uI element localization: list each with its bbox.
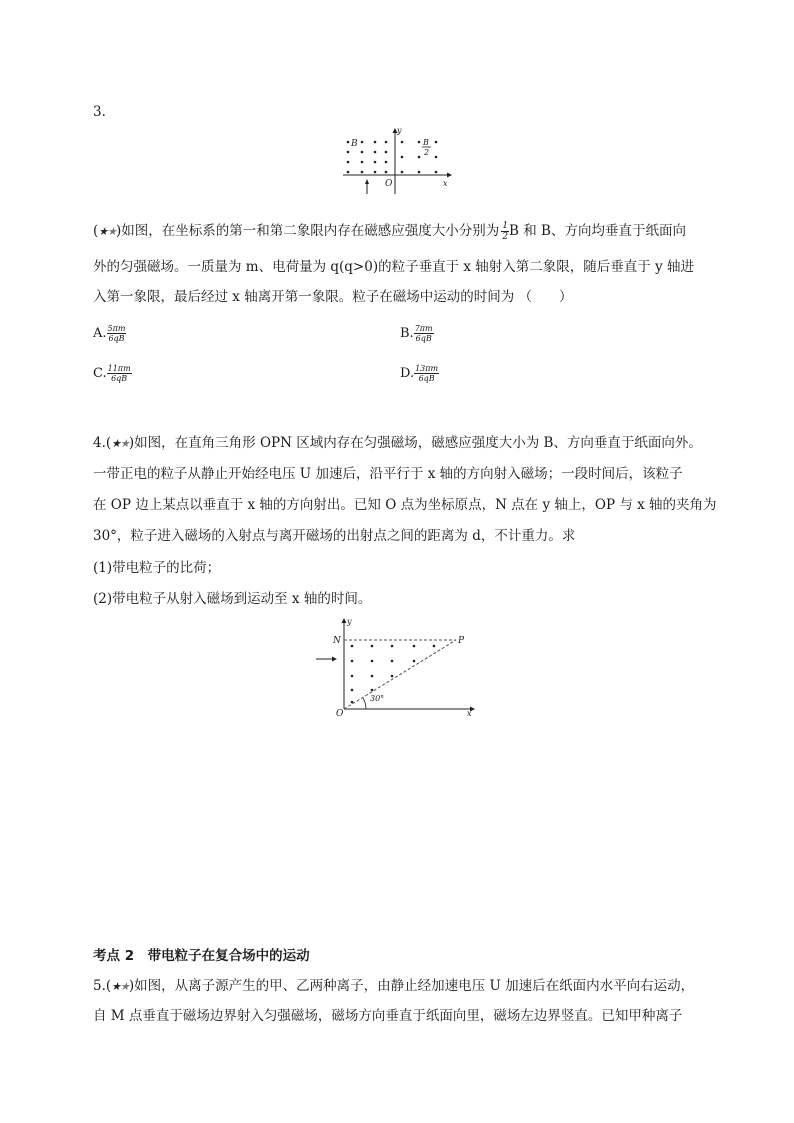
question-4-stem-line-2: 一带正电的粒子从静止开始经电压 U 加速后，沿平行于 x 轴的方向射入磁场；一段时间后，该粒子 [93,466,683,482]
half-fraction: $\frac{1}{2}$ [502,221,509,242]
difficulty-stars-icon: ★★ [98,225,117,238]
question-4-stem-line-3: 在 OP 边上某点以垂直于 x 轴的方向射出。已知 O 点为坐标原点，N 点在 y 轴上，OP 与 x 轴的夹角为 [93,497,717,513]
question-5-stem-line-2: 自 M 点垂直于磁场边界射入匀强磁场，磁场方向垂直于纸面向里，磁场左边界竖直。已知甲种离子 [93,1008,683,1024]
y-axis-label: y [397,126,402,135]
option-a[interactable]: A. $\frac{5\pi m}{6qB}$ [93,324,126,343]
y-axis-label: y [347,617,352,626]
question-3-number: 3. [93,104,106,120]
section-heading: 考点 2 带电粒子在复合场中的运动 [93,948,310,964]
question-3-stem-line-1: (★★)如图，在坐标系的第一和第二象限内存在磁感应强度大小分别为 $\frac{1}{2}$ B 和 B、方向均垂直于纸面向 [93,221,686,242]
option-d[interactable]: D. $\frac{13\pi m}{6qB}$ [400,364,439,383]
point-p-label: P [458,636,465,646]
origin-label: O [336,709,344,718]
question-3-stem-line-2: 外的匀强磁场。一质量为 m、电荷量为 q(q>0)的粒子垂直于 x 轴射入第二象限，随后垂直于 y 轴进 [93,259,695,275]
field-half-b-numerator: B [423,138,429,147]
question-4-figure [310,614,482,718]
field-b-label: B [351,139,358,149]
question-4-part-2: (2)带电粒子从射入磁场到运动至 x 轴的时间。 [93,591,372,607]
question-4-stem-line-1: 4.(★★)如图，在直角三角形 OPN 区域内存在匀强磁场，磁感应强度大小为 B、方向垂直于纸面向外。 [93,433,702,454]
point-n-label: N [333,636,341,646]
x-axis-label: x [443,179,448,188]
option-c[interactable]: C. $\frac{11\pi m}{6qB}$ [93,364,131,383]
question-3-stem-line-3: 入第一象限，最后经过 x 轴离开第一象限。粒子在磁场中运动的时间为 （ ） [93,289,573,305]
difficulty-stars-icon: ★★ [111,980,129,993]
question-5-stem-line-1: 5.(★★)如图，从离子源产生的甲、乙两种离子，由静止经加速电压 U 加速后在纸面内水平向右运动， [93,976,694,997]
question-3-figure [335,124,455,200]
question-4-stem-line-4: 30°，粒子进入磁场的入射点与离开磁场的出射点之间的距离为 d，不计重力。求 [93,528,576,544]
angle-label: 30° [370,694,385,703]
difficulty-stars-icon: ★★ [111,437,129,450]
option-b[interactable]: B. $\frac{7\pi m}{6qB}$ [400,324,433,343]
field-half-b-denominator: 2 [424,148,430,157]
question-4-part-1: (1)带电粒子的比荷； [93,560,221,576]
x-axis-label: x [467,709,472,718]
origin-label: O [385,179,393,189]
